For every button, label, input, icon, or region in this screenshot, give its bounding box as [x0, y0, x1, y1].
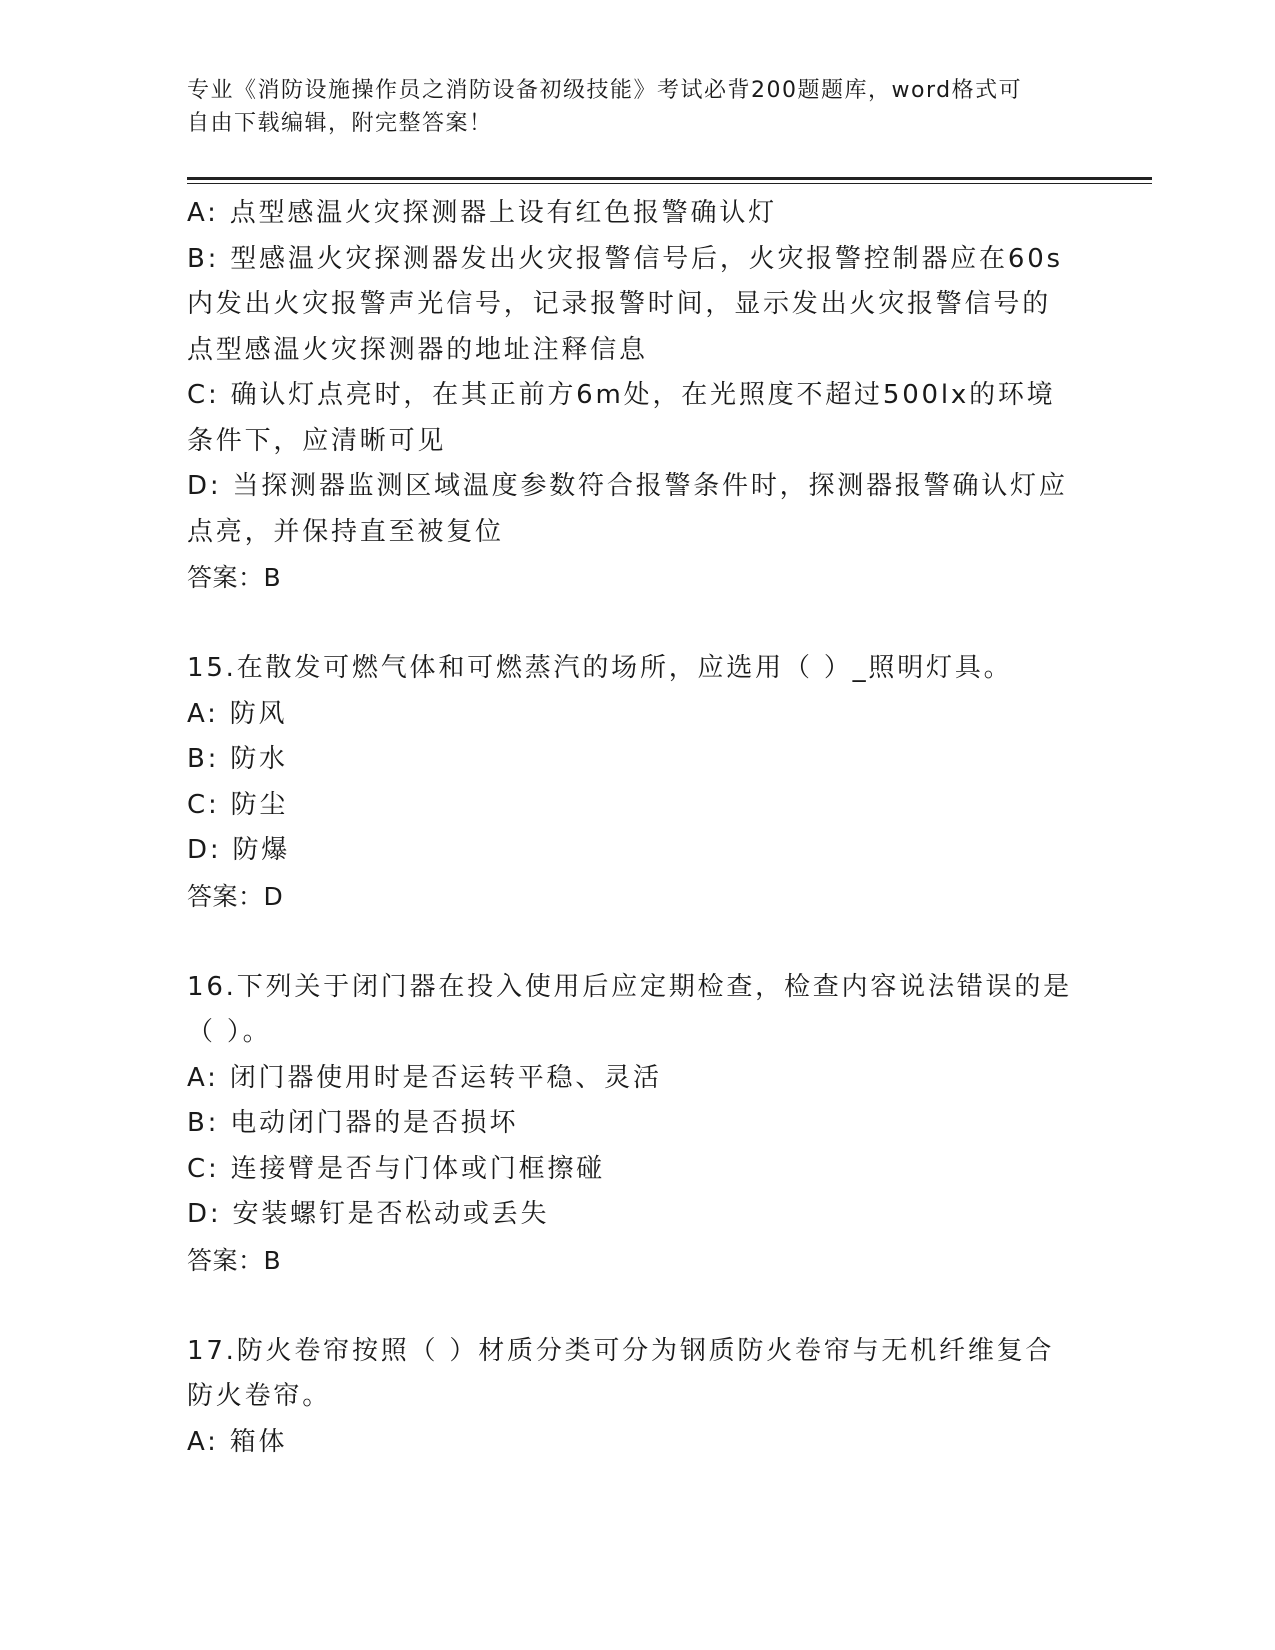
question-15-block — [187, 646, 1087, 919]
q14-option-c-line-1: C: 确认灯点亮时，在其正前方6m处，在光照度不超过500lx的环境 — [187, 380, 1056, 410]
q15-option-d: D: 防爆 — [187, 835, 291, 865]
q17-question-line-1: 17.防火卷帘按照（ ）材质分类可分为钢质防火卷帘与无机纤维复合 — [187, 1335, 1055, 1366]
question-16-block — [187, 965, 1087, 1284]
header-rule-thin — [187, 183, 1152, 184]
q17-option-a: A: 箱体 — [187, 1426, 288, 1457]
q14-option-c-line-2: 条件下，应清晰可见 — [187, 425, 447, 456]
q15-question: 15.在散发可燃气体和可燃蒸汽的场所，应选用（ ）_照明灯具。 — [187, 653, 1013, 683]
q16-answer: 答案：B — [187, 1245, 282, 1275]
q15-option-b: B: 防水 — [187, 744, 288, 774]
spacer — [187, 601, 1087, 647]
spacer — [187, 919, 1087, 965]
document-header — [187, 74, 1067, 140]
header-rule-thick — [187, 177, 1152, 180]
q14-option-a: A: 点型感温火灾探测器上设有红色报警确认灯 — [187, 198, 777, 228]
q14-option-b-line-1: B: 型感温火灾探测器发出火灾报警信号后，火灾报警控制器应在60s — [187, 243, 1063, 274]
question-17-block — [187, 1329, 1087, 1466]
q14-option-b-line-3: 点型感温火灾探测器的地址注释信息 — [187, 334, 648, 365]
spacer — [187, 1283, 1087, 1329]
q14-option-d-line-2: 点亮，并保持直至被复位 — [187, 516, 504, 547]
q17-question-line-2: 防火卷帘。 — [187, 1381, 332, 1411]
q16-option-a: A: 闭门器使用时是否运转平稳、灵活 — [187, 1062, 662, 1093]
q16-option-c: C: 连接臂是否与门体或门框擦碰 — [187, 1153, 605, 1184]
q15-option-c: C: 防尘 — [187, 789, 289, 820]
question-content — [187, 191, 1087, 1465]
q14-answer: 答案：B — [187, 563, 282, 592]
q16-question-line-2: （ ）。 — [187, 1017, 272, 1047]
q15-answer: 答案：D — [187, 881, 284, 911]
q16-option-d: D: 安装螺钉是否松动或丢失 — [187, 1199, 550, 1229]
question-14-block — [187, 191, 1087, 601]
q16-question-line-1: 16.下列关于闭门器在投入使用后应定期检查，检查内容说法错误的是 — [187, 971, 1072, 1002]
header-line-2: 自由下载编辑，附完整答案！ — [187, 111, 493, 136]
q14-option-b-line-2: 内发出火灾报警声光信号，记录报警时间，显示发出火灾报警信号的 — [187, 289, 1052, 319]
q16-option-b: B: 电动闭门器的是否损坏 — [187, 1108, 519, 1138]
q14-option-d-line-1: D: 当探测器监测区域温度参数符合报警条件时，探测器报警确认灯应 — [187, 471, 1068, 501]
q15-option-a: A: 防风 — [187, 698, 288, 729]
header-line-1: 专业《消防设施操作员之消防设备初级技能》考试必背200题题库，word格式可 — [187, 78, 1023, 103]
